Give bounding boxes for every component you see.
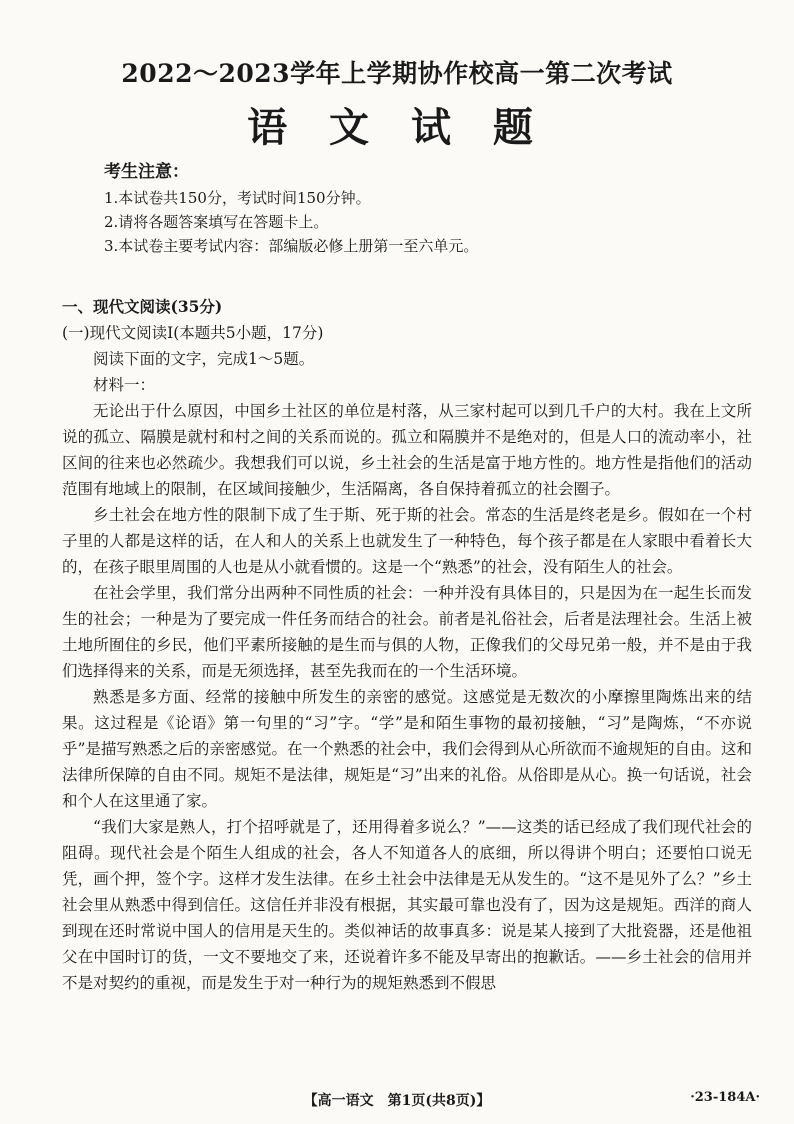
reading-section: [62, 294, 752, 996]
paragraph: 乡土社会在地方性的限制下成了生于斯、死于斯的社会。常态的生活是终老是乡。假如在一个村子里的人都是这样的话，在人和人的关系上也就发生了一种特色，每个孩子都是在人家眼中看着长大的，在孩子眼里周围的人也是从小就看惯的。这是一个“熟悉”的社会，没有陌生人的社会。: [62, 506, 752, 576]
material-label: 材料一：: [93, 376, 156, 394]
exam-code: ·23-184A·: [690, 1090, 760, 1105]
candidate-notice: [104, 160, 744, 258]
instruction: 阅读下面的文字，完成1～5题。: [93, 350, 315, 368]
subject-title: 语 文 试 题: [247, 104, 547, 151]
notice-item: 3.本试卷主要考试内容：部编版必修上册第一至六单元。: [104, 237, 479, 255]
section-heading: 一、现代文阅读(35分): [62, 297, 223, 316]
paragraph: 熟悉是多方面、经常的接触中所发生的亲密的感觉。这感觉是无数次的小摩擦里陶炼出来的结果。这过程是《论语》第一句里的“习”字。“学”是和陌生事物的最初接触，“习”是陶炼，“不亦说乎”是描写熟悉之后的亲密感觉。在一个熟悉的社会中，我们会得到从心所欲而不逾规矩的自由。这和法律所保障的自由不同。规矩不是法律，规矩是“习”出来的礼俗。从俗即是从心。换一句话说，社会和个人在这里通了家。: [62, 688, 752, 810]
paragraph: “我们大家是熟人，打个招呼就是了，还用得着多说么？”——这类的话已经成了我们现代社会的阻碍。现代社会是个陌生人组成的社会，各人不知道各人的底细，所以得讲个明白；还要怕口说无凭，画个押，签个字。这样才发生法律。在乡土社会中法律是无从发生的。“这不是见外了么？”乡土社会里从熟悉中得到信任。这信任并非没有根据，其实最可靠也没有了，因为这是规矩。西洋的商人到现在还时常说中国人的信用是天生的。类似神话的故事真多：说是某人接到了大批瓷器，还是他祖父在中国时订的货，一文不要地交了来，还说着许多不能及早寄出的抱歉话。——乡土社会的信用并不是对契约的重视，而是发生于对一种行为的规矩熟悉到不假思: [62, 818, 752, 992]
notice-item: 2.请将各题答案填写在答题卡上。: [104, 213, 329, 231]
exam-title: 2022～2023学年上学期协作校高一第二次考试: [121, 59, 673, 88]
paragraph: 无论出于什么原因，中国乡土社区的单位是村落，从三家村起可以到几千户的大村。我在上文所说的孤立、隔膜是就村和村之间的关系而说的。孤立和隔膜并不是绝对的，但是人口的流动率小，社区间的往来也必然疏少。我想我们可以说，乡土社会的生活是富于地方性的。地方性是指他们的活动范围有地域上的限制，在区域间接触少，生活隔离，各自保持着孤立的社会圈子。: [62, 402, 752, 498]
page-number: 【高一语文 第1页(共8页)】: [303, 1093, 491, 1109]
page-footer: [0, 1090, 794, 1114]
notice-heading: 考生注意：: [104, 162, 189, 182]
paragraph: 在社会学里，我们常分出两种不同性质的社会：一种并没有具体目的，只是因为在一起生长而发生的社会；一种是为了要完成一件任务而结合的社会。前者是礼俗社会，后者是法理社会。生活上被土地所囿住的乡民，他们平素所接触的是生而与俱的人物，正像我们的父母兄弟一般，并不是由于我们选择得来的关系，而是无须选择，甚至先我而在的一个生活环境。: [62, 584, 752, 680]
subsection-heading: (一)现代文阅读Ⅰ(本题共5小题，17分): [62, 324, 324, 342]
notice-item: 1.本试卷共150分，考试时间150分钟。: [104, 189, 371, 207]
